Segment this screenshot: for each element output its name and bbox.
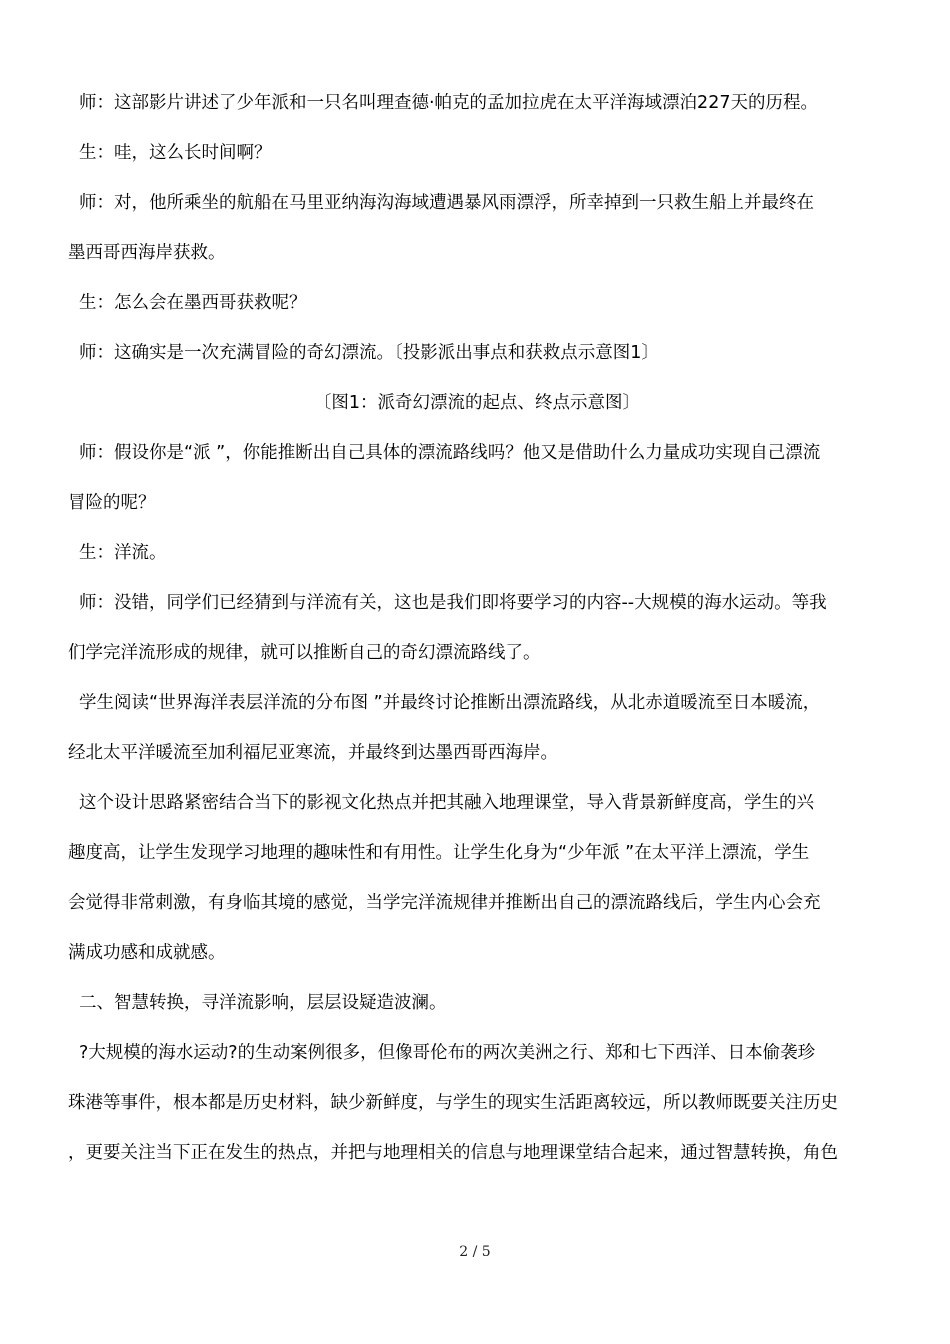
paragraph-line: 珠港等事件，根本都是历史材料，缺少新鲜度，与学生的现实生活距离较远，所以教师既要关注历史: [68, 1093, 838, 1113]
paragraph-line: 师：这部影片讲述了少年派和一只名叫理查德·帕克的孟加拉虎在太平洋海域漂泊227天的历程。: [79, 93, 818, 113]
paragraph-line: 师：对，他所乘坐的航船在马里亚纳海沟海域遭遇暴风雨漂浮，所幸掉到一只救生船上并最终在: [79, 193, 814, 213]
document-body: [68, 78, 886, 1178]
paragraph-line: 趣度高，让学生发现学习地理的趣味性和有用性。让学生化身为“少年派 ”在太平洋上漂流，学生: [68, 843, 810, 863]
paragraph-line: 冒险的呢？: [68, 493, 156, 513]
paragraph-line: ?大规模的海水运动?的生动案例很多，但像哥伦布的两次美洲之行、郑和七下西洋、日本偷袭珍: [79, 1043, 816, 1063]
figure-caption: 〔图1：派奇幻漂流的起点、终点示意图〕: [313, 393, 641, 413]
paragraph-line: 生：洋流。: [79, 543, 167, 563]
paragraph-line: 师：没错，同学们已经猜到与洋流有关，这也是我们即将要学习的内容--大规模的海水运动。等我: [79, 593, 827, 613]
paragraph-line: 经北太平洋暖流至加利福尼亚寒流，并最终到达墨西哥西海岸。: [68, 743, 558, 763]
page-number: 2 / 5: [459, 1244, 491, 1260]
paragraph-line: 墨西哥西海岸获救。: [68, 243, 226, 263]
paragraph-line: 学生阅读“世界海洋表层洋流的分布图 ”并最终讨论推断出漂流路线，从北赤道暖流至日本暖流，: [79, 693, 821, 713]
paragraph-line: 生：哇，这么长时间啊？: [79, 143, 272, 163]
paragraph-line: 们学完洋流形成的规律，就可以推断自己的奇幻漂流路线了。: [68, 643, 541, 663]
paragraph-line: 生：怎么会在墨西哥获救呢？: [79, 293, 307, 313]
paragraph-line: 师：假设你是“派 ”，你能推断出自己具体的漂流路线吗？他又是借助什么力量成功实现自己漂流: [79, 443, 821, 463]
paragraph-line: ，更要关注当下正在发生的热点，并把与地理相关的信息与地理课堂结合起来，通过智慧转换，角色: [68, 1143, 838, 1163]
paragraph-line: 满成功感和成就感。: [68, 943, 226, 963]
paragraph-line: 师：这确实是一次充满冒险的奇幻漂流。〔投影派出事点和获救点示意图1〕: [79, 343, 659, 363]
paragraph-line: 这个设计思路紧密结合当下的影视文化热点并把其融入地理课堂，导入背景新鲜度高，学生的兴: [79, 793, 814, 813]
section-heading: 二、智慧转换，寻洋流影响，层层设疑造波澜。: [79, 993, 447, 1013]
paragraph-line: 会觉得非常刺激，有身临其境的感觉，当学完洋流规律并推断出自己的漂流路线后，学生内心会充: [68, 893, 821, 913]
